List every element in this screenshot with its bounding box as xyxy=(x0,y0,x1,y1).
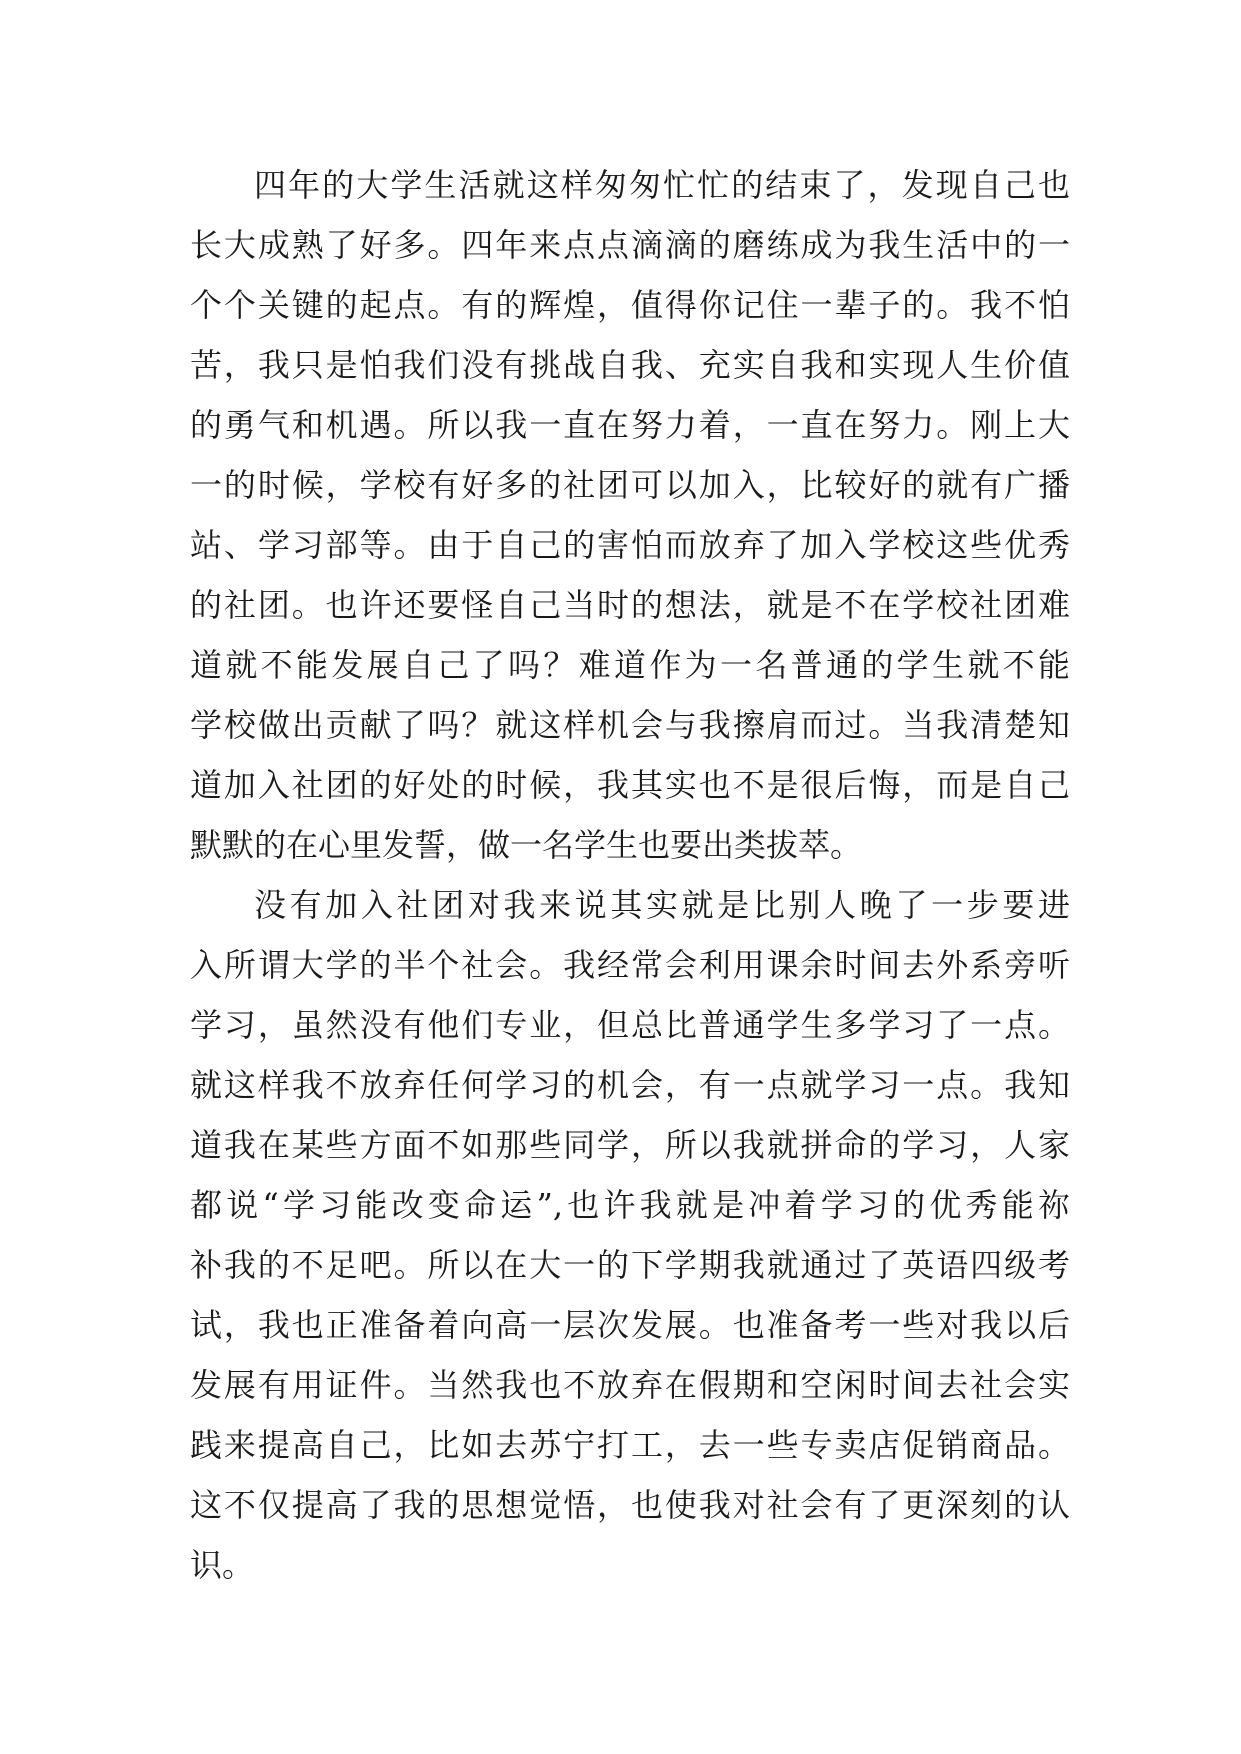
text-line: 都说“学习能改变命运”,也许我就是冲着学习的优秀能祢 xyxy=(190,1186,1070,1224)
text-line: 道加入社团的好处的时候，我其实也不是很后悔，而是自己 xyxy=(190,766,1070,804)
text-line: 四年的大学生活就这样匆匆忙忙的结束了，发现自己也 xyxy=(254,166,1070,204)
text-line: 长大成熟了好多。四年来点点滴滴的磨练成为我生活中的一 xyxy=(190,226,1070,264)
paragraph-1 xyxy=(190,155,1070,875)
text-line: 试，我也正准备着向高一层次发展。也准备考一些对我以后 xyxy=(190,1306,1070,1344)
text-line: 苦，我只是怕我们没有挑战自我、充实自我和实现人生价值 xyxy=(190,346,1070,384)
text-line: 这不仅提高了我的思想觉悟，也使我对社会有了更深刻的认 xyxy=(190,1486,1070,1524)
text-line: 个个关键的起点。有的辉煌，值得你记住一辈子的。我不怕 xyxy=(190,286,1070,324)
text-line: 就这样我不放弃任何学习的机会，有一点就学习一点。我知 xyxy=(190,1066,1070,1104)
text-line: 的勇气和机遇。所以我一直在努力着，一直在努力。刚上大 xyxy=(190,406,1070,444)
text-line: 学习，虽然没有他们专业，但总比普通学生多学习了一点。 xyxy=(190,1006,1070,1044)
text-line: 发展有用证件。当然我也不放弃在假期和空闲时间去社会实 xyxy=(190,1366,1070,1404)
text-line: 学校做出贡献了吗？就这样机会与我擦肩而过。当我清楚知 xyxy=(190,706,1070,744)
text-line: 一的时候，学校有好多的社团可以加入，比较好的就有广播 xyxy=(190,466,1070,504)
text-line: 默默的在心里发誓，做一名学生也要出类拔萃。 xyxy=(190,826,863,864)
text-line: 践来提高自己，比如去苏宁打工，去一些专卖店促销商品。 xyxy=(190,1426,1070,1464)
paragraph-2 xyxy=(190,875,1070,1595)
text-line: 没有加入社团对我来说其实就是比别人晚了一步要进 xyxy=(254,886,1070,924)
text-line: 的社团。也许还要怪自己当时的想法，就是不在学校社团难 xyxy=(190,586,1070,624)
text-line: 站、学习部等。由于自己的害怕而放弃了加入学校这些优秀 xyxy=(190,526,1070,564)
text-line: 道我在某些方面不如那些同学，所以我就拼命的学习，人家 xyxy=(190,1126,1070,1164)
text-line: 道就不能发展自己了吗？难道作为一名普通的学生就不能 xyxy=(190,646,1070,684)
text-line: 补我的不足吧。所以在大一的下学期我就通过了英语四级考 xyxy=(190,1246,1070,1284)
text-line: 入所谓大学的半个社会。我经常会利用课余时间去外系旁听 xyxy=(190,946,1070,984)
document-body xyxy=(190,155,1070,1595)
text-line: 识。 xyxy=(190,1546,255,1584)
